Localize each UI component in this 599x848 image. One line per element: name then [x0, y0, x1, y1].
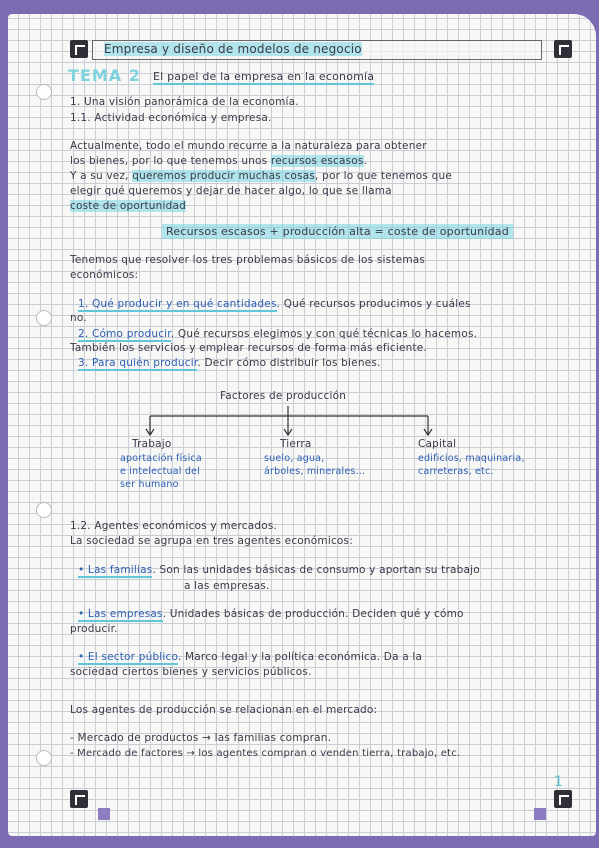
page-title: Empresa y diseño de modelos de negocio: [104, 42, 362, 56]
agent-empresas: [78, 608, 464, 620]
purple-square-icon: [98, 808, 110, 820]
tema-title: El papel de la empresa en la economía: [153, 70, 375, 83]
factor-detail: carreteras, etc.: [418, 466, 494, 477]
text-span: . Qué recursos producimos y cuáles: [276, 298, 471, 310]
text-span: Y a su vez,: [70, 170, 129, 182]
highlight-producir: queremos producir muchas cosas: [132, 170, 316, 182]
agent-familias: [78, 564, 480, 576]
text-span: . Son las unidades básicas de consumo y aportan su trabajo: [152, 564, 480, 576]
factor-detail: ser humano: [120, 479, 179, 490]
factor-capital: Capital: [418, 438, 457, 450]
section-1-1-heading: 1.1. Actividad económica y empresa.: [70, 112, 272, 124]
corner-mark-icon: [554, 40, 572, 58]
text-span: los bienes, por lo que tenemos unos: [70, 155, 268, 167]
paragraph-line: económicos:: [70, 269, 139, 281]
highlight-coste-oportunidad: coste de oportunidad: [70, 200, 186, 212]
agent-sector-publico: [78, 651, 422, 663]
question-3-label: 3. Para quién producir: [78, 357, 198, 369]
factors-title: Factores de producción: [220, 390, 347, 402]
paragraph-line: los bienes, por lo que tenemos unos recursos escasos.: [70, 155, 368, 167]
text-span: . Decir cómo distribuir los bienes.: [197, 357, 381, 369]
factor-detail: suelo, agua,: [264, 453, 325, 464]
paragraph-line: elegir qué queremos y dejar de hacer algo, lo que se llama: [70, 185, 392, 197]
page-number: 1: [554, 774, 564, 790]
agent-empresas-label: • Las empresas: [78, 608, 163, 620]
corner-mark-icon: [554, 790, 572, 808]
tema-label: TEMA 2: [68, 66, 141, 85]
highlight-recursos-escasos: recursos escasos: [270, 155, 364, 167]
punch-hole: [36, 750, 52, 766]
paragraph-line: a las empresas.: [184, 580, 270, 592]
question-2: [78, 328, 477, 340]
paragraph-line: Actualmente, todo el mundo recurre a la naturaleza para obtener: [70, 140, 427, 152]
factor-trabajo: Trabajo: [132, 438, 172, 450]
paragraph-line: Tenemos que resolver los tres problemas básicos de los sistemas: [70, 254, 426, 266]
question-1-label: 1. Qué producir y en qué cantidades: [78, 298, 277, 310]
concept-banner: Recursos escasos + producción alta = coste de oportunidad: [162, 224, 513, 239]
factor-detail: aportación física: [120, 453, 202, 464]
paragraph-line: sociedad ciertos bienes y servicios públicos.: [70, 666, 312, 678]
factors-tree-arrows: [138, 404, 438, 440]
factor-detail: edificios, maquinaria,: [418, 453, 525, 464]
factor-detail: árboles, minerales...: [264, 466, 366, 477]
text-span: . Qué recursos elegimos y con qué técnicas lo hacemos.: [170, 328, 478, 340]
paragraph-line: También los servicios y emplear recursos de forma más eficiente.: [70, 342, 427, 354]
punch-hole: [36, 84, 52, 100]
paragraph-line: producir.: [70, 623, 118, 635]
purple-square-icon: [534, 808, 546, 820]
corner-mark-icon: [70, 790, 88, 808]
factor-tierra: Tierra: [280, 438, 312, 450]
question-3: [78, 357, 381, 369]
punch-hole: [36, 310, 52, 326]
section-1-heading: 1. Una visión panorámica de la economía.: [70, 96, 299, 108]
text-span: . Marco legal y la política económica. Da a la: [177, 651, 423, 663]
market-item: - Mercado de factores → los agentes compran o venden tierra, trabajo, etc.: [70, 748, 461, 759]
agent-familias-label: • Las familias: [78, 564, 153, 576]
market-item: - Mercado de productos → las familias compran.: [70, 732, 332, 744]
grid-paper: [8, 14, 596, 836]
factor-detail: e intelectual del: [120, 466, 200, 477]
paragraph-line: La sociedad se agrupa en tres agentes económicos:: [70, 535, 353, 547]
section-1-2-heading: 1.2. Agentes económicos y mercados.: [70, 520, 278, 532]
text-span: . Unidades básicas de producción. Deciden qué y cómo: [162, 608, 464, 620]
text-span: , por lo que tenemos que: [315, 170, 452, 182]
punch-hole: [36, 502, 52, 518]
corner-mark-icon: [70, 40, 88, 58]
paragraph-line: Los agentes de producción se relacionan en el mercado:: [70, 704, 378, 716]
paragraph-line: no.: [70, 312, 87, 324]
question-1: [78, 298, 471, 310]
question-2-label: 2. Cómo producir: [78, 328, 171, 340]
paragraph-line: [70, 170, 452, 182]
agent-publico-label: • El sector público: [78, 651, 178, 663]
